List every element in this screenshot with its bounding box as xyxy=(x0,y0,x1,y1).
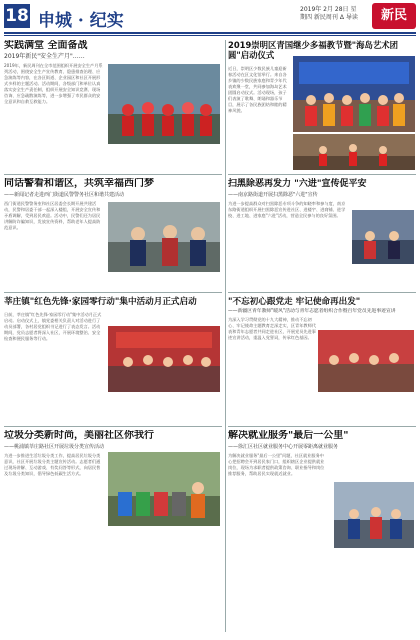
header-rule-thin xyxy=(4,35,416,36)
article-body: 为深入学习贯彻党的十九大精神，推动不忘初心、牢记使命主题教育走深走实，区青年教师代表和青年志愿者共同走进社区，开展党员先进事迹宣讲活动，重温入党誓词，传承红色基因。 xyxy=(228,317,316,340)
article-title: 同话警看和谐区，共筑幸福西门梦 xyxy=(4,178,154,189)
row-divider xyxy=(4,292,222,293)
article-body: 日前，莘庄镇"红色先锋·家园零行动"集中活动月正式启动。启动仪式上，镇党委相关负责人对活动进行了动员部署，各村居党组织书记进行了表态发言。活动期间，党员志愿者将深入社区，开展环境整治、安全检查和便民服务等行动。 xyxy=(4,312,102,341)
article-subtitle: ——新闻记者走进西门街道民警警务社区和谐共建活动 xyxy=(4,192,125,198)
article-body: 近日，崇明区少数民族儿童迎新春活动在区文化馆举行。来自各乡镇的少数民族家庭和青少年代表欢聚一堂，共同参加海岛艺术团圆启动仪式。活动现场，孩子们表演了歌舞、朗诵和器乐节目，展示了各民族团结和睦的精神风貌。 xyxy=(228,66,287,113)
article-subtitle: ——新疆区青年教师"暖风"活动与青年志愿者组织合作暨百年党员先进事迹宣讲 xyxy=(228,309,396,314)
article-body: 为进一步推进生活垃圾分类工作，提高居民垃圾分类意识，社区开展垃圾分类主题宣传活动。志愿者们通过现场讲解、互动游戏、有奖问答等形式，向居民普及垃圾分类知识，倡导绿色低碳生活方式。 xyxy=(4,453,101,476)
page-header xyxy=(0,0,420,34)
article-subtitle: ——徐汇区社区就业服务中心开展零距离就业服务 xyxy=(228,444,339,450)
photo-practice xyxy=(108,64,220,144)
column-divider xyxy=(225,40,226,632)
row-divider xyxy=(228,292,416,293)
date-line: 2019年 2月 28日 星期四 新民周刊 Δ 导读 xyxy=(300,6,358,21)
article-title: 莘庄镇"红色先锋·家园零行动"集中活动月正式启动 xyxy=(4,297,197,307)
row-divider xyxy=(228,174,416,175)
article-body: 2019年，新民周刊在全市范围组织开展安全生产月系列活动，围绕安全生产宣传教育、隐患排查治理、应急演练等内容，在各区街道、企业园区和社区开展形式多样的主题活动。活动期间，各级部门和单位认真落实安全生产责任制，组织开展安全知识竞赛、现场咨询、应急疏散演练等，进一步增强了市民群众的安全意识和自救互救能力。 xyxy=(4,63,103,104)
article-title: "不忘初心跟党走 牢记使命再出发" xyxy=(228,297,361,307)
article-body: 为解决就业服务"最后一公里"问题，社区就业服务中心把招聘会开到居民家门口，组织辖区企业提供就业岗位，现场为求职者提供政策咨询、职业指导和岗位推荐服务，帮助居民实现就近就业。 xyxy=(228,453,325,476)
article-subtitle: ——桃浦镇莘庄路社区开展垃圾分类宣传活动 xyxy=(4,444,105,450)
header-rule xyxy=(4,32,416,34)
masthead-logo: 新民 xyxy=(372,3,416,29)
row-divider xyxy=(4,426,222,427)
article-title: 2019崇明区青国继少多福教节暨"海岛艺术团圆"启动仪式 xyxy=(228,40,399,60)
photo-sweep xyxy=(352,210,414,264)
photo-police xyxy=(108,202,220,272)
article-body: 西门街道民警警务室和社区居委会长期开展共建活动，民警和居委干部一起深入楼组，开展安全宣传和矛盾调解，受到居民欢迎。活动中，民警们还为居民讲解防诈骗知识，发放宣传资料，帮助老年人提高防范意识。 xyxy=(4,201,101,230)
photo-minority-performance xyxy=(293,134,415,170)
photo-last-mile xyxy=(334,482,414,548)
section-title: 申城 · 纪实 xyxy=(38,11,124,31)
row-divider xyxy=(228,426,416,427)
page-number: 18 xyxy=(5,6,29,26)
article-title: 解决就业服务"最后一公里" xyxy=(228,430,349,441)
article-title: 扫黑除恶再发力 "六进"宣传促平安 xyxy=(228,179,367,189)
article-subtitle: 2019年新民"安全生产月"…… xyxy=(4,53,85,60)
photo-garbage xyxy=(108,452,220,526)
row-divider xyxy=(4,174,222,175)
article-title: 垃圾分类新时尚，美丽社区你我行 xyxy=(4,430,154,441)
photo-minority-children xyxy=(293,56,415,132)
photo-stability xyxy=(108,326,220,392)
photo-promise xyxy=(318,330,414,392)
article-title: 实践满堂 全面备战 xyxy=(4,40,88,51)
article-body: 为进一步提高群众对扫黑除恶专项斗争的知晓率和参与度，南京东路街道组织开展扫黑除恶宣传进社区、进楼宇、进商铺、进学校、进工地、进家庭"六进"活动，营造全民参与的良好氛围。 xyxy=(228,201,346,218)
article-subtitle: ——南京路街道开展扫黑除恶"六进"宣传 xyxy=(228,192,318,198)
